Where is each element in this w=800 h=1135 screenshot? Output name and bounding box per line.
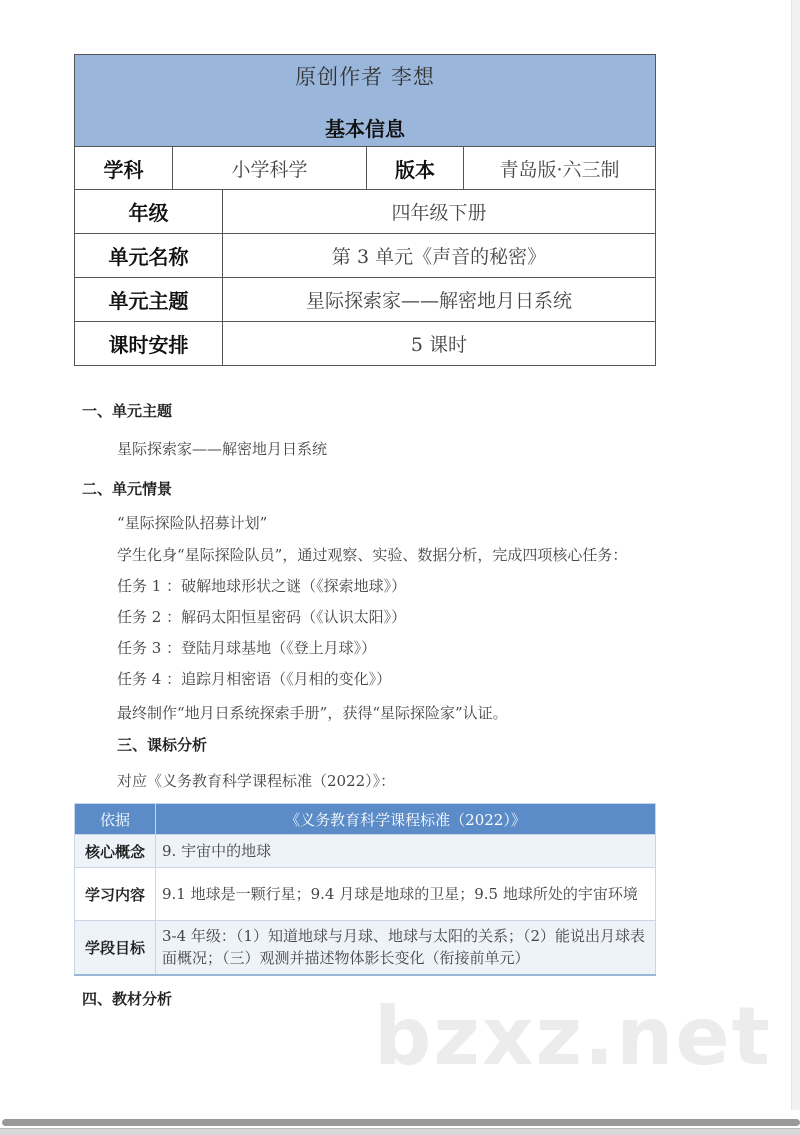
- curriculum-standards-table: [74, 803, 656, 976]
- basic-info-title: 基本信息: [325, 117, 405, 141]
- final-outcome: 最终制作“地月日系统探索手册”，获得“星际探险家”认证。: [117, 704, 508, 722]
- section-1-title: 一、单元主题: [82, 402, 173, 420]
- task-1: 任务 1 ：破解地球形状之谜（《探索地球》）: [117, 577, 407, 595]
- hours-label: 课时安排: [75, 322, 223, 365]
- unit-name-label: 单元名称: [75, 234, 223, 277]
- basic-info-header: [75, 55, 656, 147]
- section-1-body: 星际探索家——解密地月日系统: [117, 440, 328, 458]
- edition-label: 版本: [367, 147, 464, 190]
- standards-row-value: 9.1 地球是一颗行星；9.4 月球是地球的卫星；9.5 地球所处的宇宙环境: [156, 868, 656, 921]
- section-2-title: 二、单元情景: [82, 480, 173, 498]
- section-3-title: 三、课标分析: [117, 736, 208, 754]
- task-2: 任务 2 ：解码太阳恒星密码（《认识太阳》）: [117, 608, 407, 626]
- grade-label: 年级: [75, 190, 223, 233]
- hours-value: 5 课时: [410, 334, 468, 356]
- page-edge: [791, 0, 800, 1110]
- scenario-intro: 学生化身“星际探险队员”，通过观察、实验、数据分析，完成四项核心任务：: [117, 546, 628, 564]
- subject-label: 学科: [75, 147, 173, 190]
- subject-value: 小学科学: [173, 147, 367, 190]
- edition-value: 青岛版·六三制: [464, 147, 656, 190]
- watermark: bzxz.net: [374, 990, 772, 1083]
- standards-row-value: 3-4 年级：（1）知道地球与月球、地球与太阳的关系；（2）能说出月球表面概况；（三）观测并描述物体影长变化（衔接前单元）: [156, 921, 656, 975]
- standards-header-key: 依据: [75, 804, 156, 835]
- standards-row-value: 9. 宇宙中的地球: [156, 835, 656, 868]
- recruit-plan: “星际探险队招募计划”: [117, 514, 268, 532]
- task-3: 任务 3 ：登陆月球基地（《登上月球》）: [117, 639, 377, 657]
- task-4: 任务 4 ：追踪月相密语（《月相的变化》）: [117, 670, 392, 688]
- standards-row-key: 学段目标: [75, 921, 156, 975]
- standards-row-key: 核心概念: [75, 835, 156, 868]
- grade-value: 四年级下册: [391, 202, 487, 224]
- section-3-body: 对应《义务教育科学课程标准（2022）》：: [117, 772, 396, 790]
- unit-theme-value: 星际探索家——解密地月日系统: [305, 290, 572, 312]
- standards-header-value: 《义务教育科学课程标准（2022）》: [156, 804, 656, 835]
- author-line: 原创作者 李想: [295, 65, 435, 89]
- horizontal-scrollbar[interactable]: [2, 1119, 800, 1126]
- standards-row-key: 学习内容: [75, 868, 156, 921]
- section-4-title: 四、教材分析: [82, 990, 173, 1008]
- basic-info-table: [74, 54, 656, 366]
- unit-theme-label: 单元主题: [75, 278, 223, 321]
- unit-name-value: 第 3 单元《声音的秘密》: [331, 246, 547, 268]
